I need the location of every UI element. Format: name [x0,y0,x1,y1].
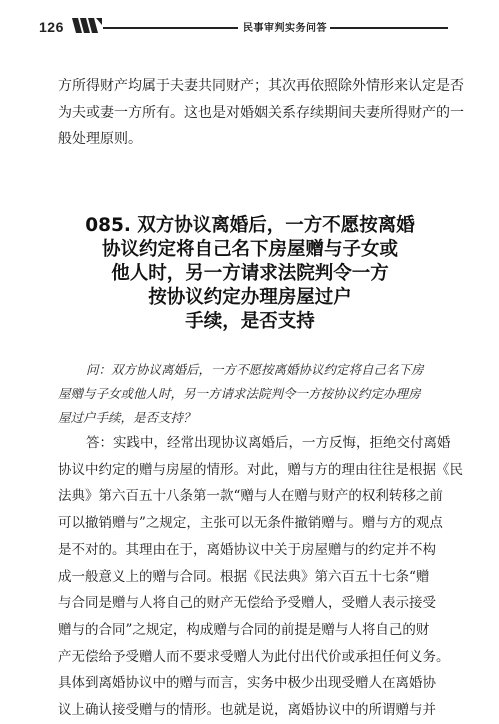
intro-line: 方所得财产均属于夫妻共同财产；其次再依照除外情形来认定是否 [58,78,464,94]
heading-line: 协议约定将自己名下房屋赠与子女或 [101,239,398,260]
section-heading [40,214,460,334]
heading-line: 085. 双方协议离婚后，一方不愿按离婚 [85,215,415,236]
header-ornament-icon [72,17,102,34]
answer-line: 具体到离婚协议中的赠与而言，实务中极少出现受赠人在离婚协 [58,675,436,692]
answer-line: 成一般意义上的赠与合同。根据《民法典》第六百五十七条“赠 [58,568,430,585]
intro-paragraph [58,73,464,153]
question-line: 屋过户手续，是否支持？ [58,410,196,425]
header-rule-left [103,27,238,29]
question-paragraph [58,358,448,430]
answer-line: 可以撤销赠与”之规定，主张可以无条件撤销赠与。赠与方的观点 [58,515,443,532]
header-rule-right [330,27,448,29]
intro-line: 为夫或妻一方所有。这也是对婚姻关系存续期间夫妻所得财产的一 [58,104,464,121]
answer-line: 法典》第六百五十八条第一款“赠与人在赠与财产的权利转移之前 [58,488,443,505]
heading-line: 他人时，另一方请求法院判令一方 [111,263,389,284]
heading-line: 手续，是否支持 [185,311,315,332]
answer-line: 产无偿给予受赠人而不要求受赠人为此付出代价或承担任何义务。 [58,648,450,665]
answer-line: 赠与的合同”之规定，构成赠与合同的前提是赠与人将自己的财 [58,621,430,638]
intro-line: 般处理原则。 [58,131,142,147]
answer-line: 答：实践中，经常出现协议离婚后，一方反悔，拒绝交付离婚 [86,435,451,451]
answer-line: 协议中约定的赠与房屋的情形。对此，赠与方的理由往往是根据《民 [58,461,463,478]
answer-line: 议上确认接受赠与的情形。也就是说，离婚协议中的所谓赠与并 [58,702,436,719]
page-number: 126 [39,19,64,35]
answer-line: 与合同是赠与人将自己的财产无偿给予受赠人，受赠人表示接受 [58,595,436,612]
question-line: 屋赠与子女或他人时，另一方请求法院判令一方按协议约定办理房 [58,386,421,401]
answer-paragraph [58,430,463,724]
question-line: 问：双方协议离婚后，一方不愿按离婚协议约定将自己名下房 [86,362,424,377]
answer-line: 是不对的。其理由在于，离婚协议中关于房屋赠与的约定并不构 [58,541,436,558]
heading-line: 按协议约定办理房屋过户 [148,287,352,308]
running-head: 民事审判实务问答 [243,23,327,34]
page-header [0,0,499,50]
